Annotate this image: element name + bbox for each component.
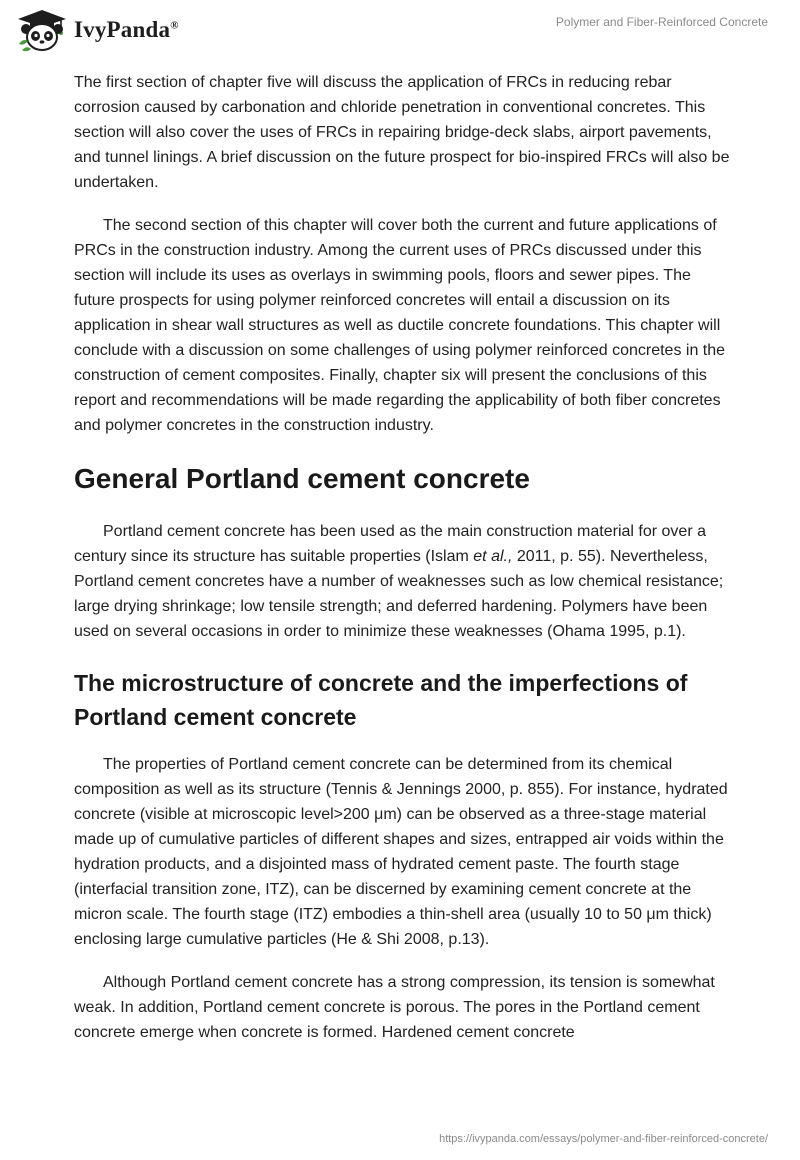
paragraph-portland-intro: Portland cement concrete has been used as the main construction material for over a century since its structure has suitable properties (Islam et al., 2011, p. 55). Nevertheless, Portland cement concretes have a number of weaknesses such as low chemical resistance; large drying shrinkage; low tensile strength; and deferred hardening. Polymers have been used on several occasions in order to minimize these weaknesses (Ohama 1995, p.1). xyxy=(74,523,724,640)
paragraph-chapter-five: The first section of chapter five will discuss the application of FRCs in reducing rebar corrosion caused by carbonation and chloride penetration in conventional concretes. This section will also cover the uses of FRCs in repairing bridge-deck slabs, airport pavements, and tunnel linings. A brief discussion on the future prospect for bio-inspired FRCs will also be undertaken. xyxy=(74,74,730,191)
paragraph-compression: Although Portland cement concrete has a strong compression, its tension is somewhat weak. In addition, Portland cement concrete is porous. The pores in the Portland cement concrete emerge when concrete is formed. Hardened cement concrete xyxy=(74,974,715,1041)
logo-link[interactable] xyxy=(14,8,179,52)
heading-microstructure: The microstructure of concrete and the imperfections of Portland cement concrete xyxy=(74,670,688,730)
citation-et-al: et al., xyxy=(473,548,513,565)
panda-graduation-cap-icon xyxy=(14,8,70,52)
paragraph-second-section: The second section of this chapter will cover both the current and future applications of PRCs in the construction industry. Among the current uses of PRCs discussed under this section will include its uses as overlays in swimming pools, floors and sewer pipes. The future prospects for using polymer reinforced concretes will entail a discussion on its application in shear wall structures as well as ductile concrete foundations. This chapter will conclude with a discussion on some challenges of using polymer reinforced concretes in the construction of cement composites. Finally, chapter six will present the conclusions of this report and recommendations will be made regarding the applicability of both fiber concretes and polymer concretes in the construction industry. xyxy=(74,217,726,434)
page-header xyxy=(0,0,800,64)
paragraph-properties: The properties of Portland cement concrete can be determined from its chemical composition as well as its structure (Tennis & Jennings 2000, p. 855). For instance, hydrated concrete (visible at microscopic level>200 μm) can be observed as a three-stage material made up of cumulative particles of different shapes and sizes, entrapped air voids within the hydration products, and a disjointed mass of hydrated cement paste. The fourth stage (interfacial transition zone, ITZ), can be discerned by examining cement concrete at the micron scale. The fourth stage (ITZ) embodies a thin-shell area (usually 10 to 50 μm thick) enclosing large cumulative particles (He & Shi 2008, p.13). xyxy=(74,756,728,948)
logo-text: IvyPanda® xyxy=(74,17,179,42)
source-url-link[interactable]: https://ivypanda.com/essays/polymer-and-fiber-reinforced-concrete/ xyxy=(439,1133,768,1145)
heading-general-portland: General Portland cement concrete xyxy=(74,463,530,494)
article-body xyxy=(74,70,730,1045)
document-title: Polymer and Fiber-Reinforced Concrete xyxy=(555,15,768,29)
